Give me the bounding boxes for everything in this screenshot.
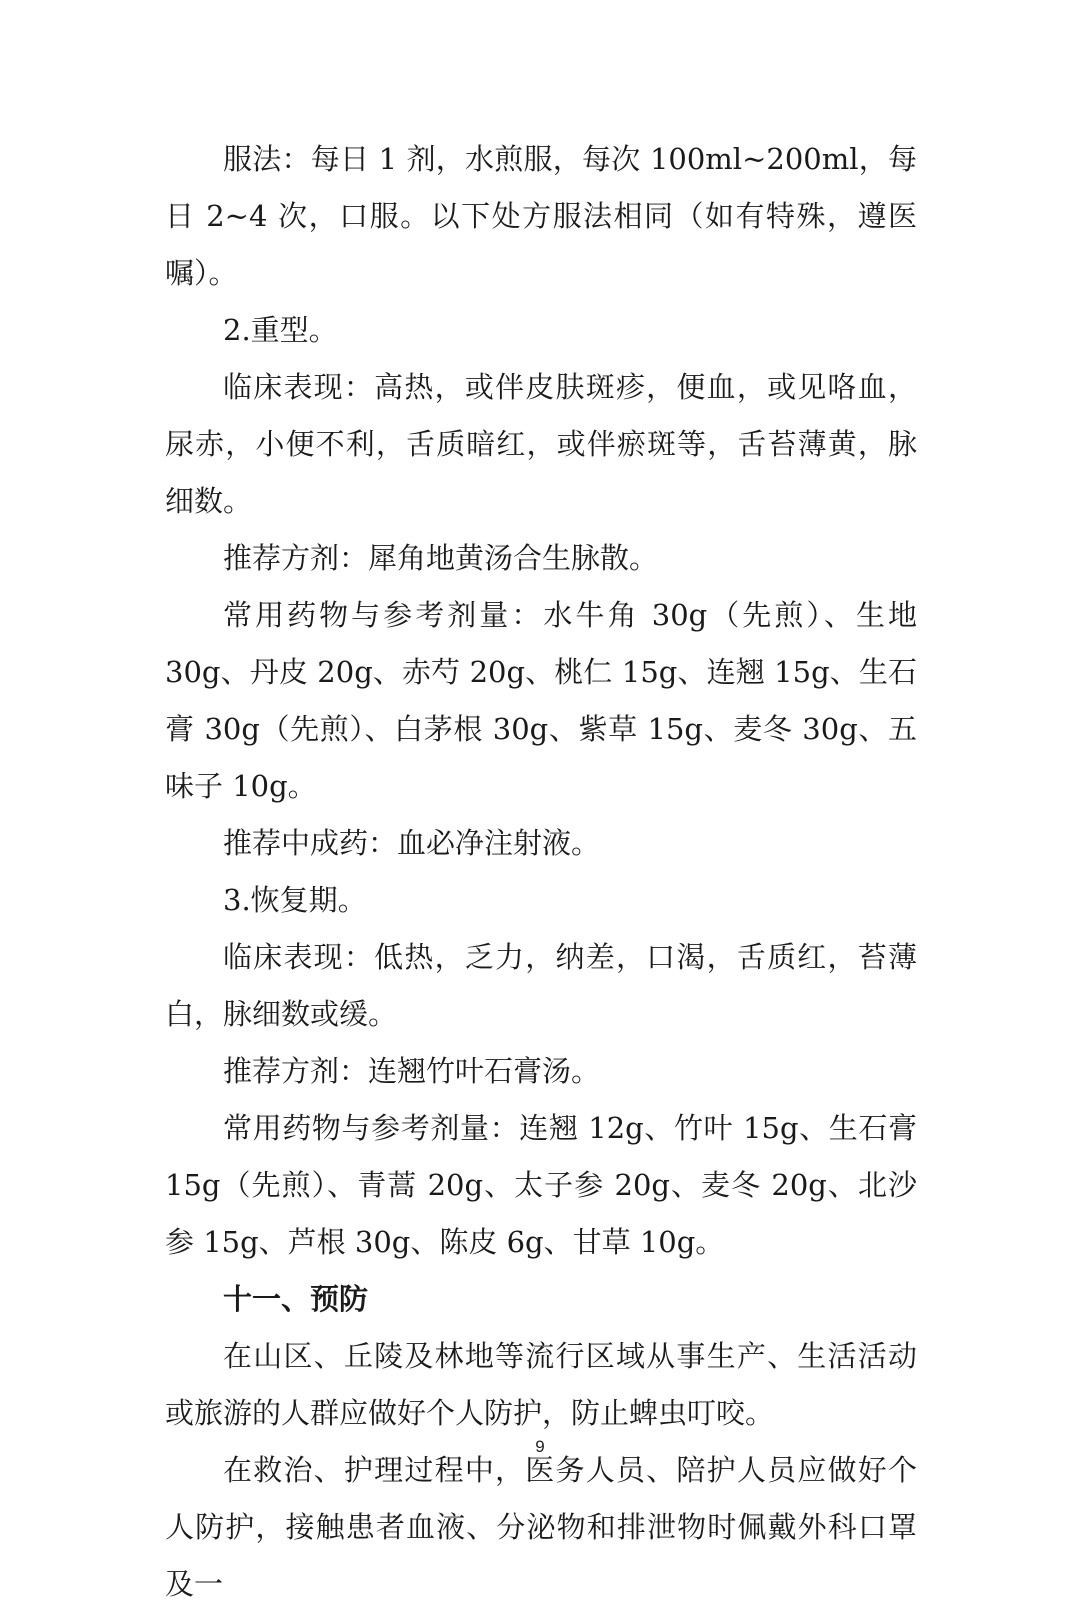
page-number: 9 — [535, 1437, 545, 1456]
paragraph-dosage: 服法：每日 1 剂，水煎服，每次 100ml~200ml，每日 2~4 次，口服。以下处方服法相同（如有特殊，遵医嘱）。 — [165, 142, 917, 290]
paragraph-recovery-prescription: 推荐方剂：连翘竹叶石膏汤。 — [223, 1054, 601, 1088]
paragraph-severe-medicines: 常用药物与参考剂量：水牛角 30g（先煎）、生地 30g、丹皮 20g、赤芍 20g、桃仁 15g、连翘 15g、生石膏 30g（先煎）、白茅根 30g、紫草 15g、麦冬 30g、五味子 10g。 — [165, 598, 917, 803]
paragraph-severe-prescription: 推荐方剂：犀角地黄汤合生脉散。 — [223, 541, 659, 575]
paragraph-severe-type: 2.重型。 — [223, 313, 338, 347]
paragraph-prevention-outdoor: 在山区、丘陵及林地等流行区域从事生产、生活活动或旅游的人群应做好个人防护，防止蜱虫叮咬。 — [165, 1339, 917, 1430]
paragraph-recovery-symptoms: 临床表现：低热，乏力，纳差，口渴，舌质红，苔薄白，脉细数或缓。 — [165, 940, 917, 1031]
paragraph-severe-patent-medicine: 推荐中成药：血必净注射液。 — [223, 826, 601, 860]
section-heading-prevention: 十一、预防 — [223, 1282, 369, 1316]
paragraph-recovery-phase: 3.恢复期。 — [223, 883, 367, 917]
document-body — [165, 131, 917, 1613]
paragraph-recovery-medicines: 常用药物与参考剂量：连翘 12g、竹叶 15g、生石膏 15g（先煎）、青蒿 20g、太子参 20g、麦冬 20g、北沙参 15g、芦根 30g、陈皮 6g、甘草 10g。 — [165, 1111, 917, 1259]
paragraph-severe-symptoms: 临床表现：高热，或伴皮肤斑疹，便血，或见咯血，尿赤，小便不利，舌质暗红，或伴瘀斑等，舌苔薄黄，脉细数。 — [165, 370, 917, 518]
paragraph-prevention-medical: 在救治、护理过程中，医务人员、陪护人员应做好个人防护，接触患者血液、分泌物和排泄物时佩戴外科口罩及一 — [165, 1453, 917, 1601]
